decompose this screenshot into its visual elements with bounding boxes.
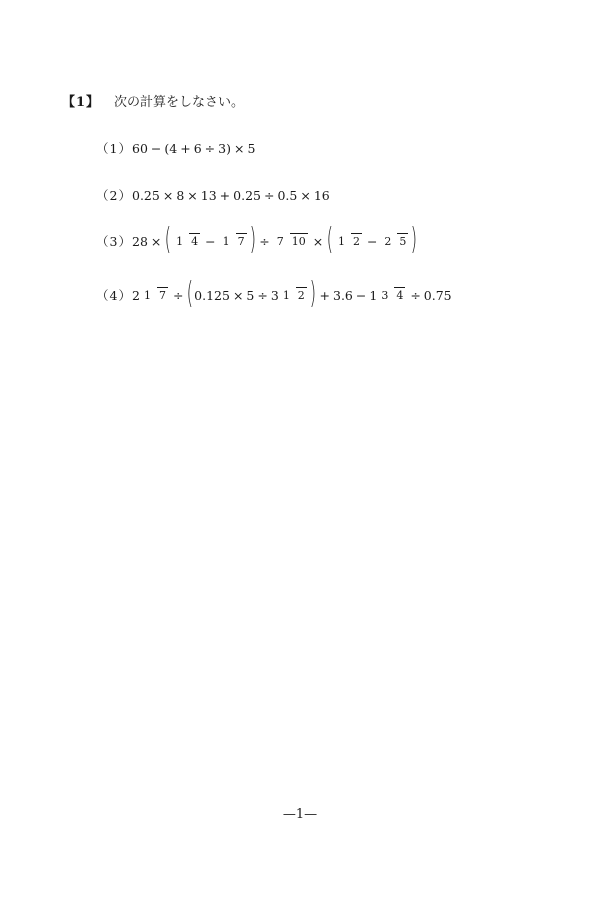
term: 60: [132, 140, 148, 156]
term: 5: [247, 140, 256, 156]
term: 16: [313, 187, 330, 203]
numerator: 1: [337, 235, 345, 248]
operator: ÷: [259, 233, 270, 249]
operator: ×: [300, 187, 311, 203]
numerator: 3: [381, 289, 389, 302]
term: 0.75: [423, 287, 452, 303]
fraction: [221, 233, 247, 249]
whole-part: 1: [369, 287, 378, 303]
operator: ÷: [204, 140, 216, 156]
fraction: [142, 287, 168, 303]
problem-1: [96, 139, 255, 157]
operator: −: [205, 233, 216, 249]
operator: ÷: [410, 287, 421, 303]
page-number: —1—: [282, 807, 318, 822]
denominator: 4: [396, 289, 404, 302]
denominator: 10: [291, 235, 306, 248]
term: 13: [200, 187, 217, 203]
problem-3-expression: [132, 222, 418, 257]
problem-2-label: （2）: [96, 188, 132, 203]
right-paren: ): [411, 222, 418, 257]
operator: ×: [234, 140, 245, 156]
numerator: 1: [143, 289, 151, 302]
term: 28: [132, 233, 148, 249]
term: 3: [218, 140, 227, 156]
left-paren: (: [187, 276, 194, 311]
operator: ÷: [264, 187, 275, 203]
operator: ×: [232, 287, 244, 303]
numerator: 1: [176, 235, 184, 248]
problem-4-label: （4）: [96, 288, 132, 303]
term: 0.25: [233, 187, 261, 203]
operator: ×: [312, 233, 324, 249]
paren: (: [164, 140, 170, 156]
operator: ×: [187, 187, 198, 203]
problem-1-expression: [132, 141, 255, 156]
term: 6: [193, 140, 202, 156]
term: 0.25: [132, 187, 160, 203]
left-paren: (: [326, 222, 334, 257]
problem-3-label: （3）: [96, 234, 132, 249]
problem-2-expression: [132, 188, 330, 203]
operator: ×: [150, 233, 162, 249]
operator: ÷: [257, 287, 268, 303]
numerator: 2: [384, 235, 392, 248]
right-paren: ): [249, 222, 256, 257]
operator: +: [219, 187, 231, 203]
term: 0.125: [194, 287, 230, 303]
operator: +: [319, 287, 330, 303]
term: 4: [169, 140, 178, 156]
problem-3: [96, 222, 418, 257]
operator: +: [180, 140, 191, 156]
term: 8: [176, 187, 185, 203]
fraction: [382, 233, 408, 249]
fraction: [336, 233, 362, 249]
denominator: 2: [352, 235, 360, 248]
denominator: 7: [158, 289, 166, 302]
paren: ): [226, 140, 231, 156]
fraction: [275, 233, 308, 249]
denominator: 5: [399, 235, 407, 248]
numerator: 1: [222, 235, 230, 248]
whole-part: 2: [132, 287, 140, 303]
right-paren: ): [309, 276, 316, 311]
section-instruction: 次の計算をしなさい。: [114, 95, 245, 110]
denominator: 7: [237, 235, 245, 248]
whole-part: 3: [270, 287, 279, 303]
term: 5: [246, 287, 255, 303]
fraction: [379, 287, 405, 303]
section-number: 【1】: [62, 95, 101, 110]
problem-2: [96, 186, 330, 204]
fraction: [281, 287, 307, 303]
problem-1-label: （1）: [96, 141, 132, 156]
section-header: [62, 91, 244, 110]
problem-4: [96, 276, 452, 311]
numerator: 1: [282, 289, 290, 302]
operator: −: [366, 233, 378, 249]
numerator: 7: [276, 235, 284, 248]
denominator: 4: [191, 235, 199, 248]
fraction: [174, 233, 200, 249]
operator: −: [355, 287, 367, 303]
operator: ÷: [172, 287, 184, 303]
operator: −: [150, 140, 162, 156]
left-paren: (: [165, 222, 172, 257]
term: 3.6: [333, 287, 353, 303]
problem-4-expression: [132, 276, 452, 311]
denominator: 2: [297, 289, 305, 302]
operator: ×: [162, 187, 174, 203]
term: 0.5: [277, 187, 298, 203]
